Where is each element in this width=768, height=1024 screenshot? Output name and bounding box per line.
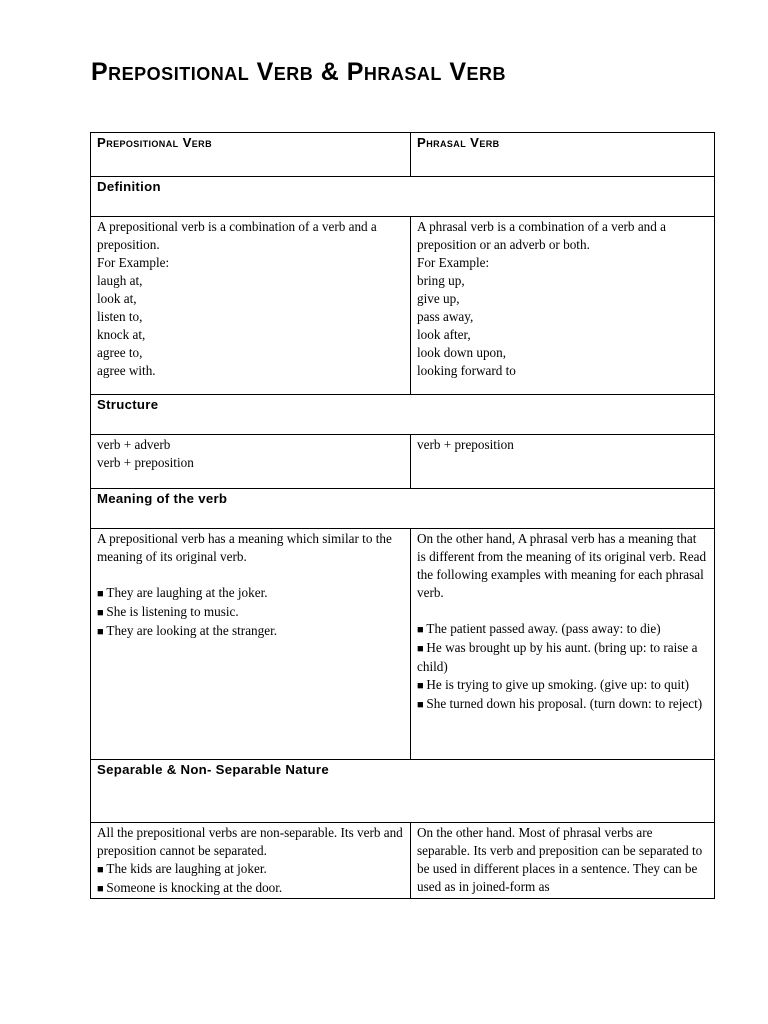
separable-prepositional-text: All the prepositional verbs are non-separable. Its verb and preposition cannot be separated.: [97, 825, 403, 858]
example-item: laugh at,: [97, 273, 143, 288]
example-item: look down upon,: [417, 345, 507, 360]
structure-item: verb + preposition: [417, 437, 514, 452]
example-sentence: ■ She turned down his proposal. (turn down: to reject): [417, 695, 708, 714]
section-row-structure: [91, 395, 715, 435]
section-heading-structure: Structure: [91, 395, 715, 435]
separable-row: [91, 823, 715, 899]
example-sentence: ■ Someone is knocking at the door.: [97, 879, 404, 898]
example-sentence: ■ He is trying to give up smoking. (give up: to quit): [417, 676, 708, 695]
spacer: [417, 602, 708, 620]
section-heading-meaning: Meaning of the verb: [91, 489, 715, 529]
example-item: listen to,: [97, 309, 143, 324]
example-sentence: ■ They are laughing at the joker.: [97, 584, 404, 603]
example-item: agree with.: [97, 363, 156, 378]
definition-prepositional-cell: [91, 217, 411, 395]
structure-item: verb + preposition: [97, 455, 194, 470]
section-row-definition: [91, 177, 715, 217]
meaning-prepositional-cell: [91, 529, 411, 760]
example-sentence: ■ He was brought up by his aunt. (bring up: to raise a child): [417, 639, 708, 676]
separable-prepositional-cell: [91, 823, 411, 899]
structure-phrasal-cell: [411, 435, 715, 489]
example-item: looking forward to: [417, 363, 516, 378]
meaning-phrasal-text: On the other hand, A phrasal verb has a meaning that is different from the meaning of its original verb. Read the following examples with meaning for each phrasal verb.: [417, 531, 707, 600]
meaning-prepositional-text: A prepositional verb has a meaning which similar to the meaning of its original verb.: [97, 531, 392, 564]
section-heading-separable: Separable & Non- Separable Nature: [91, 760, 715, 823]
example-item: look after,: [417, 327, 471, 342]
comparison-table: [90, 132, 715, 899]
section-row-meaning: [91, 489, 715, 529]
structure-item: verb + adverb: [97, 437, 171, 452]
separable-phrasal-cell: [411, 823, 715, 899]
header-prepositional-verb: Prepositional Verb: [91, 133, 411, 177]
example-item: knock at,: [97, 327, 146, 342]
example-sentence: ■ She is listening to music.: [97, 603, 404, 622]
example-item: bring up,: [417, 273, 465, 288]
definition-phrasal-cell: [411, 217, 715, 395]
definition-phrasal-text: A phrasal verb is a combination of a verb and a preposition or an adverb or both.: [417, 219, 667, 252]
example-item: give up,: [417, 291, 460, 306]
meaning-phrasal-cell: [411, 529, 715, 760]
meaning-row: [91, 529, 715, 760]
example-sentence: ■ The patient passed away. (pass away: to die): [417, 620, 708, 639]
example-item: pass away,: [417, 309, 474, 324]
structure-row: [91, 435, 715, 489]
example-item: agree to,: [97, 345, 143, 360]
section-heading-definition: Definition: [91, 177, 715, 217]
definition-prepositional-text: A prepositional verb is a combination of a verb and a preposition.: [97, 219, 377, 252]
header-phrasal-verb: Phrasal Verb: [411, 133, 715, 177]
example-sentence: ■ The kids are laughing at joker.: [97, 860, 404, 879]
example-label: For Example:: [417, 255, 490, 270]
section-row-separable: [91, 760, 715, 823]
spacer: [97, 566, 404, 584]
example-item: look at,: [97, 291, 137, 306]
document-title: Prepositional Verb & Phrasal Verb: [91, 58, 507, 86]
table-header-row: [91, 133, 715, 177]
structure-prepositional-cell: [91, 435, 411, 489]
separable-phrasal-text: On the other hand. Most of phrasal verbs are separable. Its verb and preposition can be separated to be used in different places in a sentence. They can be used as in joined-form as: [417, 825, 703, 894]
example-label: For Example:: [97, 255, 170, 270]
definition-row: [91, 217, 715, 395]
example-sentence: ■ They are looking at the stranger.: [97, 622, 404, 641]
